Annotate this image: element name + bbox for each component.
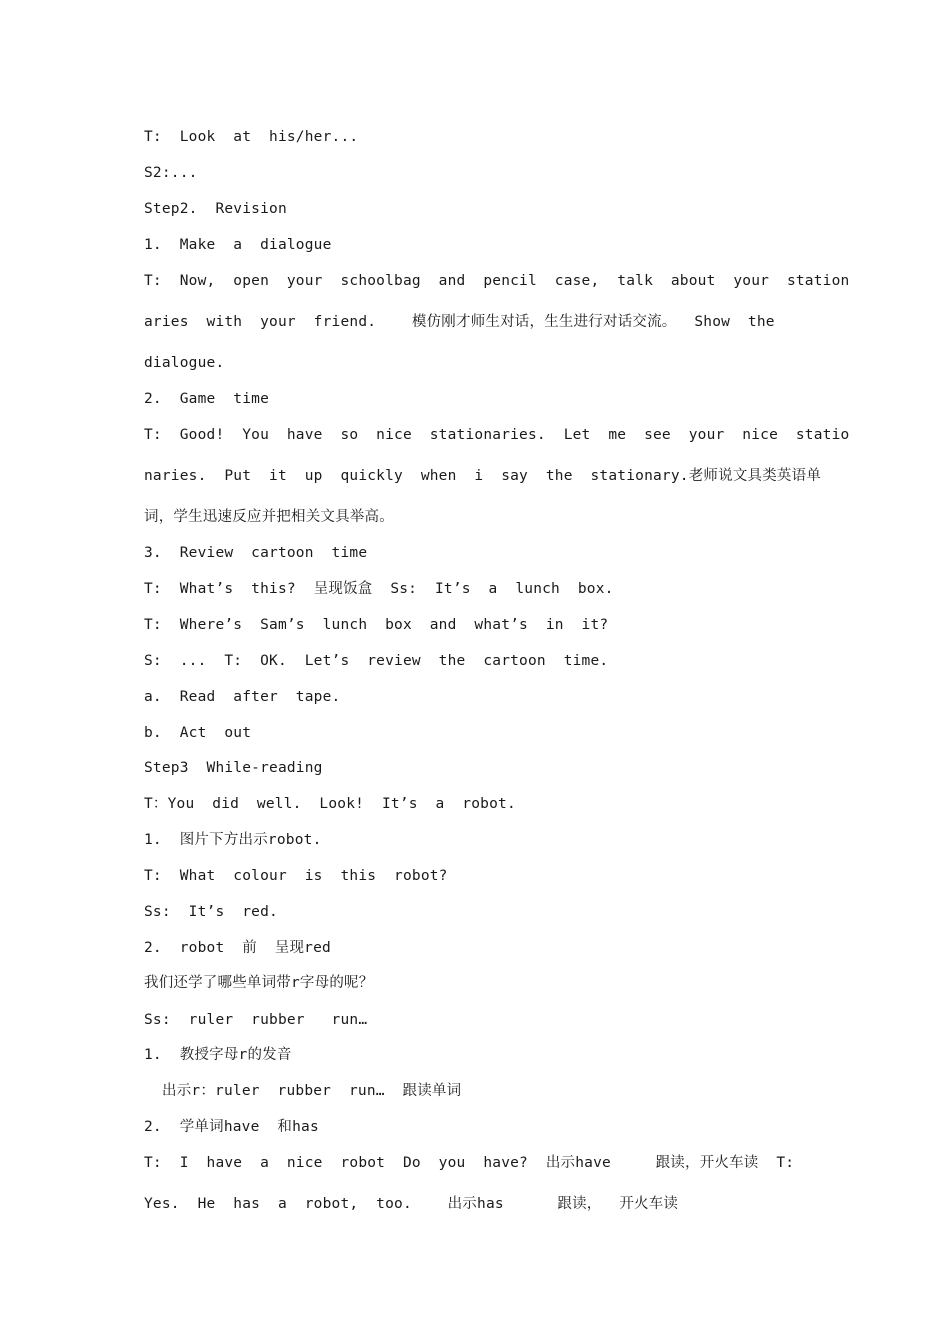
text-line: 词，学生迅速反应并把相关文具举高。 (144, 509, 394, 525)
text-line: aries with your friend. 模仿刚才师生对话，生生进行对话交流。 Show the (144, 314, 775, 330)
text-line: 2. Game time (144, 391, 270, 407)
text-line: 1. 图片下方出示robot. (144, 832, 322, 848)
text-line: S2:... (144, 165, 198, 181)
section-heading: Step3 While-reading (144, 760, 323, 776)
text-line: Ss: It’s red. (144, 904, 278, 920)
text-line: a. Read after tape. (144, 689, 341, 705)
section-heading: Step2. Revision (144, 201, 287, 217)
text-line: 3. Review cartoon time (144, 545, 368, 561)
text-line: 出示r：ruler rubber run… 跟读单词 (162, 1083, 462, 1099)
text-line: T: Good! You have so nice stationaries. Let me see your nice statio (144, 427, 850, 443)
text-line: Yes. He has a robot, too. 出示has 跟读， 开火车读 (144, 1196, 679, 1212)
text-line: naries. Put it up quickly when i say the stationary.老师说文具类英语单 (144, 468, 822, 484)
text-line: S: ... T: OK. Let’s review the cartoon time. (144, 653, 609, 669)
text-line: T: Now, open your schoolbag and pencil case, talk about your station (144, 273, 850, 289)
text-line: 1. Make a dialogue (144, 237, 332, 253)
text-line: T: I have a nice robot Do you have? 出示have 跟读，开火车读 T: (144, 1155, 795, 1171)
text-line: T: Look at his/her... (144, 129, 359, 145)
text-line: 我们还学了哪些单词带r字母的呢？ (144, 975, 374, 991)
text-line: Ss: ruler rubber run… (144, 1012, 368, 1028)
text-line: T: What’s this? 呈现饭盒 Ss: It’s a lunch box. (144, 581, 614, 597)
text-line: T: What colour is this robot? (144, 868, 448, 884)
text-line: dialogue. (144, 355, 225, 371)
text-line: b. Act out (144, 725, 252, 741)
text-line: T: Where’s Sam’s lunch box and what’s in it? (144, 617, 609, 633)
text-line: T：You did well. Look! It’s a robot. (144, 796, 516, 812)
text-line: 2. 学单词have 和has (144, 1119, 319, 1135)
text-line: 1. 教授字母r的发音 (144, 1047, 292, 1063)
text-line: 2. robot 前 呈现red (144, 940, 331, 956)
